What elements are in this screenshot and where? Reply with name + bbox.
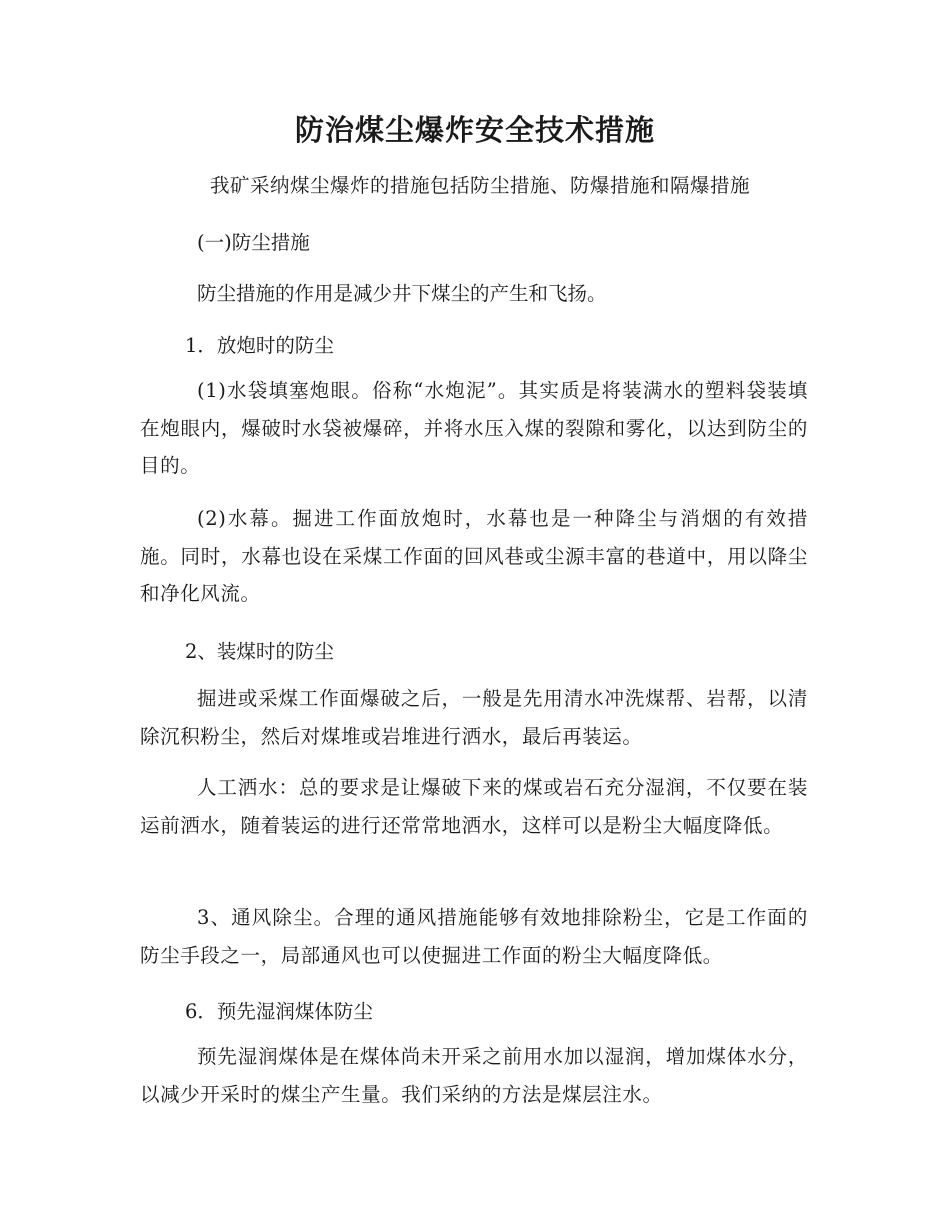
paragraph-pre-wetting: 预先湿润煤体是在煤体尚未开采之前用水加以湿润，增加煤体水分，以减少开采时的煤尘产生量。我们采纳的方法是煤层注水。 <box>140 1045 808 1106</box>
section-heading-dust-prevention: (一)防尘措施 <box>197 231 310 254</box>
paragraph-water-curtain: (2)水幕。掘进工作面放炮时，水幕也是一种降尘与消烟的有效措施。同时，水幕也设在采煤工作面的回风巷或尘源丰富的巷道中，用以降尘和净化风流。 <box>140 507 808 605</box>
paragraph-loading-washing: 掘进或采煤工作面爆破之后，一般是先用清水冲洗煤帮、岩帮，以清除沉积粉尘，然后对煤堆或岩堆进行洒水，最后再装运。 <box>140 687 808 748</box>
document-title: 防治煤尘爆炸安全技术措施 <box>294 113 655 147</box>
item-heading-blasting: 1．放炮时的防尘 <box>185 334 334 357</box>
item-heading-pre-wetting: 6．预先湿润煤体防尘 <box>185 1000 373 1023</box>
intro-line: 我矿采纳煤尘爆炸的措施包括防尘措施、防爆措施和隔爆措施 <box>209 174 750 197</box>
section-intro-paragraph: 防尘措施的作用是减少井下煤尘的产生和飞扬。 <box>197 282 607 305</box>
item-heading-loading: 2、装煤时的防尘 <box>185 640 334 663</box>
paragraph-water-bag: (1)水袋填塞炮眼。俗称“水炮泥”。其实质是将装满水的塑料袋装填在炮眼内，爆破时水袋被爆碎，并将水压入煤的裂隙和雾化，以达到防尘的目的。 <box>140 379 808 477</box>
paragraph-ventilation: 3、通风除尘。合理的通风措施能够有效地排除粉尘，它是工作面的防尘手段之一，局部通风也可以使掘进工作面的粉尘大幅度降低。 <box>140 906 808 967</box>
paragraph-manual-sprinkling: 人工洒水：总的要求是让爆破下来的煤或岩石充分湿润，不仅要在装运前洒水，随着装运的进行还常常地洒水，这样可以是粉尘大幅度降低。 <box>140 776 808 837</box>
